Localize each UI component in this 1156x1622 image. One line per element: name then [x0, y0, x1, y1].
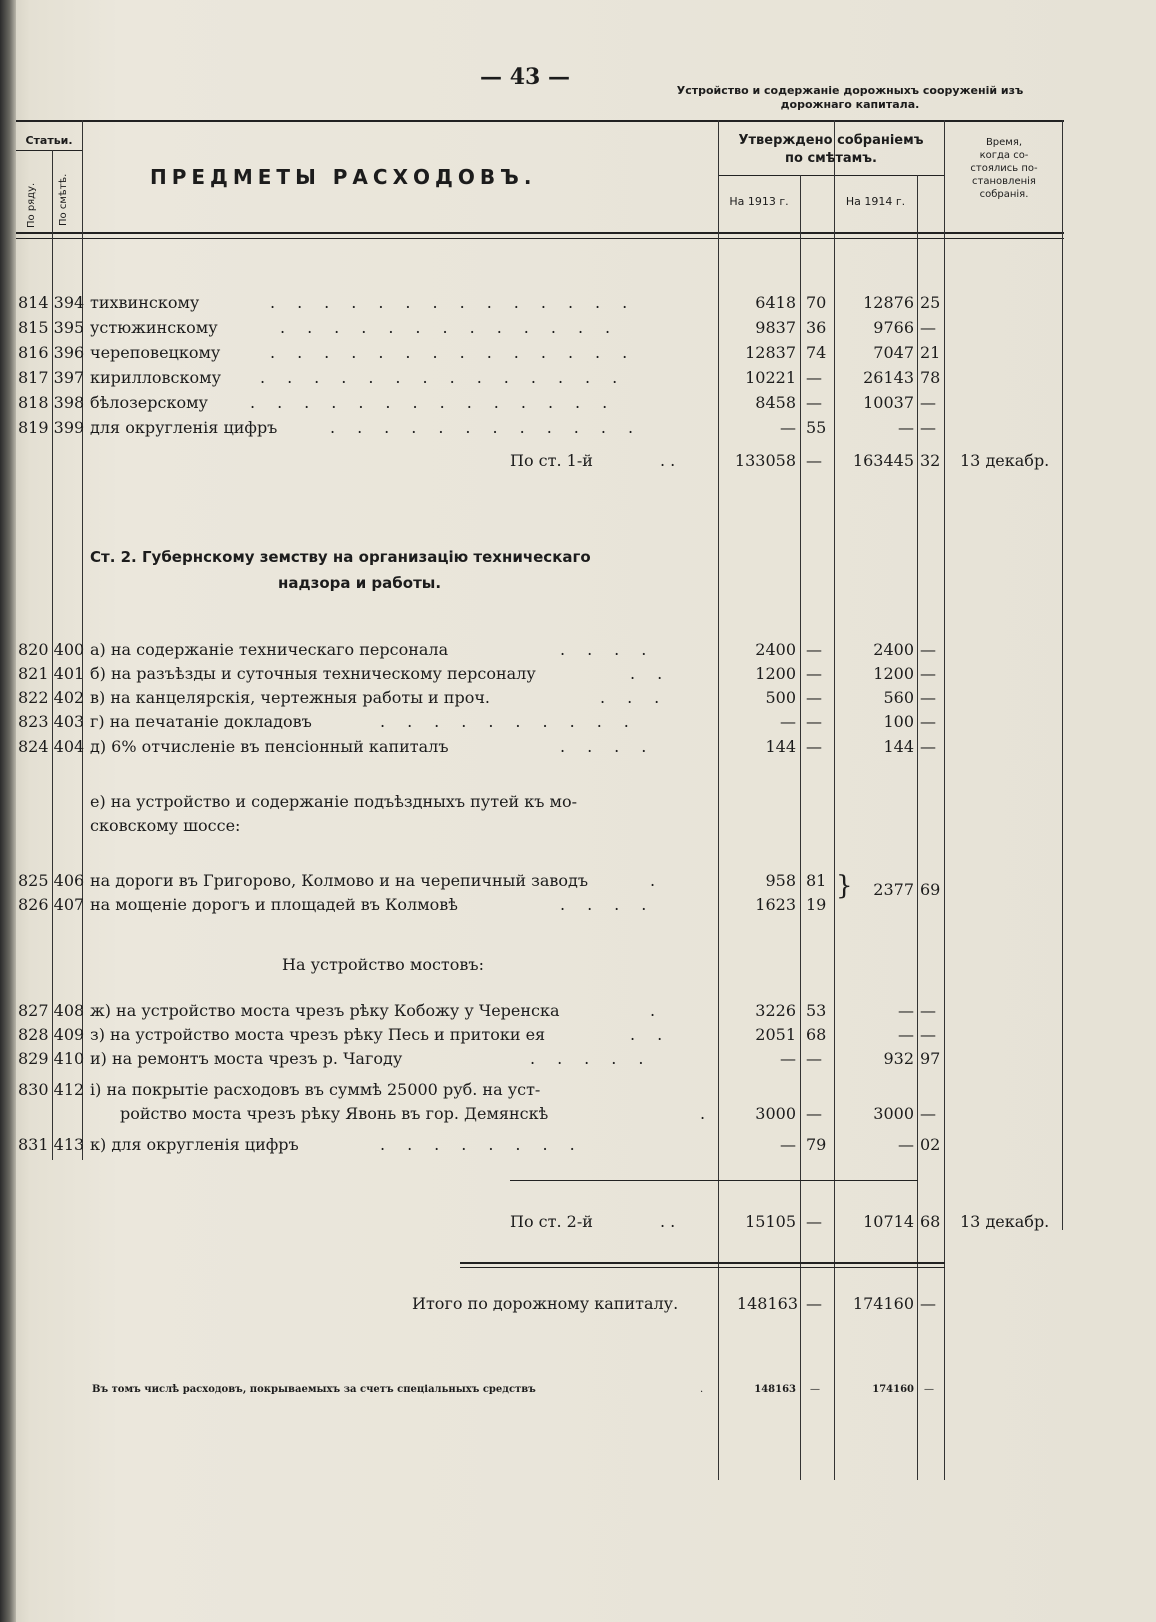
value-1913-kop: — — [806, 664, 822, 683]
row-text: устюжинскому — [90, 318, 218, 337]
row-k-1914: — — [898, 1135, 914, 1154]
value-1913-kop: — — [806, 1049, 822, 1068]
row-text: бѣлозерскому — [90, 393, 208, 412]
value-1913: 3226 — [755, 1001, 796, 1020]
value-1913-kop: — — [806, 393, 822, 412]
value-1914-kop: — — [920, 1025, 936, 1044]
value-1913: — — [780, 1049, 796, 1068]
row-k-1914-kop: 02 — [920, 1135, 941, 1154]
value-1913: 12837 — [745, 343, 796, 362]
value-1913-kop: — — [806, 688, 822, 707]
value-1914: — — [898, 1001, 914, 1020]
total-s2-1914-kop: 68 — [920, 1212, 941, 1231]
dots: . — [650, 871, 678, 890]
page-number: — 43 — — [480, 64, 570, 90]
value-1914: 100 — [883, 712, 914, 731]
grand-total-1914-kop: — — [920, 1294, 936, 1313]
row-number: 815 395 — [18, 318, 85, 337]
po-smete-label: По смѣтѣ. — [58, 173, 69, 226]
value-1913-kop: 68 — [806, 1025, 827, 1044]
row-k-text: к) для округленія цифръ — [90, 1135, 299, 1154]
row-number: 826 407 — [18, 895, 85, 914]
grand-total-label: Итого по дорожному капиталу. — [412, 1294, 679, 1313]
value-1913-kop: — — [806, 737, 822, 756]
dots: .......... — [380, 712, 651, 731]
approved-line-1: Утверждено собраніемъ — [738, 133, 924, 148]
row-number: 816 396 — [18, 343, 85, 362]
table-title: ПРЕДМЕТЫ РАСХОДОВЪ. — [150, 165, 537, 189]
row-text: б) на разъѣзды и суточныя техническому персоналу — [90, 664, 536, 683]
row-number: 831 413 — [18, 1135, 85, 1154]
value-1913-kop: 36 — [806, 318, 827, 337]
value-1914: 560 — [883, 688, 914, 707]
statyi-label: Статьи. — [25, 134, 73, 147]
value-1913: 958 — [765, 871, 796, 890]
row-i-1914-kop: — — [920, 1104, 936, 1123]
dots: .. — [630, 1025, 685, 1044]
time-line: стоялись по- — [970, 163, 1038, 174]
total-s1-label: По ст. 1-й — [510, 451, 593, 470]
dots: .... — [560, 640, 669, 659]
value-1914-kop: — — [920, 664, 936, 683]
brace: } — [836, 871, 853, 901]
col-divider — [800, 175, 801, 1480]
value-1913: 2400 — [755, 640, 796, 659]
value-1913: 1623 — [755, 895, 796, 914]
value-1913: 1200 — [755, 664, 796, 683]
row-text: д) 6% отчисленіе въ пенсіонный капиталъ — [90, 737, 449, 756]
dots: . — [700, 1384, 704, 1395]
value-1914: 26143 — [863, 368, 914, 387]
total-s1-1913-kop: — — [806, 451, 822, 470]
total-rule — [460, 1262, 945, 1264]
total-s2-1914: 10714 — [863, 1212, 914, 1231]
item-e-text-2: сковскому шоссе: — [90, 816, 241, 835]
value-1914: — — [898, 418, 914, 437]
row-number: 818 398 — [18, 393, 85, 412]
row-text: ж) на устройство моста чрезъ рѣку Кобожу у Черенска — [90, 1001, 560, 1020]
value-1913-kop: 74 — [806, 343, 827, 362]
value-1913-kop: 70 — [806, 293, 827, 312]
dots: . — [650, 1001, 678, 1020]
special-1913: 148163 — [754, 1384, 796, 1395]
item-e-text: е) на устройство и содержаніе подъѣздныхъ путей къ мо- — [90, 792, 578, 811]
value-1914: 144 — [883, 737, 914, 756]
value-1914-kop: — — [920, 318, 936, 337]
value-1913: — — [780, 712, 796, 731]
running-header — [630, 84, 1070, 112]
row-number: 819 399 — [18, 418, 85, 437]
value-1914-kop: — — [920, 688, 936, 707]
value-1914-kop: 97 — [920, 1049, 941, 1068]
dots: .... — [560, 895, 669, 914]
row-text: з) на устройство моста чрезъ рѣку Песь и притоки ея — [90, 1025, 546, 1044]
total-s2-date: 13 декабр. — [960, 1212, 1050, 1231]
value-1914-kop: — — [920, 737, 936, 756]
value-1914: 2400 — [873, 640, 914, 659]
subtotal-rule — [510, 1180, 918, 1181]
grand-total-1913-kop: — — [806, 1294, 822, 1313]
value-1914-kop: 78 — [920, 368, 941, 387]
row-number: 821 401 — [18, 664, 85, 683]
col-1914-label: На 1914 г. — [845, 195, 906, 208]
row-number: 827 408 — [18, 1001, 85, 1020]
grand-total-1914: 174160 — [852, 1294, 914, 1313]
dots: ............. — [280, 318, 633, 337]
dots: .............. — [270, 343, 650, 362]
e-total-1914-kop: 69 — [920, 880, 941, 899]
row-i-text-2: ройство моста чрезъ рѣку Явонь въ гор. Демянскѣ — [120, 1104, 549, 1123]
col-divider — [944, 120, 945, 1480]
row-number: 822 402 — [18, 688, 85, 707]
value-1914-kop: 25 — [920, 293, 941, 312]
total-s1-1913: 133058 — [734, 451, 796, 470]
section-2-title: Ст. 2. Губернскому земству на организацію техническаго — [90, 548, 591, 566]
time-line: когда со- — [979, 150, 1029, 161]
value-1913: 2051 — [755, 1025, 796, 1044]
e-total-1914: 2377 — [873, 880, 914, 899]
value-1913: 8458 — [755, 393, 796, 412]
value-1913-kop: — — [806, 368, 822, 387]
dots: ... — [600, 688, 682, 707]
row-text: на мощеніе дорогъ и площадей въ Колмовѣ — [90, 895, 458, 914]
row-text: на дороги въ Григорово, Колмово и на черепичный заводъ — [90, 871, 589, 890]
row-number: 828 409 — [18, 1025, 85, 1044]
header-bottom-rule — [16, 232, 1064, 234]
row-text: тихвинскому — [90, 293, 200, 312]
row-k-1913: — — [780, 1135, 796, 1154]
time-line: Время, — [985, 137, 1023, 148]
row-k-1913-kop: 79 — [806, 1135, 827, 1154]
row-number: 829 410 — [18, 1049, 85, 1068]
special-label: Въ томъ числѣ расходовъ, покрываемыхъ за счетъ спеціальныхъ средствъ — [92, 1384, 536, 1395]
value-1914: 10037 — [863, 393, 914, 412]
dots: .. — [630, 664, 685, 683]
value-1913-kop: 81 — [806, 871, 827, 890]
value-1914: 12876 — [863, 293, 914, 312]
value-1914-kop: — — [920, 393, 936, 412]
running-header-line: дорожнаго капитала. — [780, 98, 920, 111]
row-number: 823 403 — [18, 712, 85, 731]
time-line: собранія. — [979, 189, 1029, 200]
section-2-title-2: надзора и работы. — [278, 574, 442, 592]
table-top-rule — [16, 120, 1064, 122]
value-1914-kop: — — [920, 1001, 936, 1020]
special-1914-kop: — — [924, 1384, 934, 1395]
value-1913: 500 — [765, 688, 796, 707]
value-1913: 9837 — [755, 318, 796, 337]
dots: .............. — [270, 293, 650, 312]
total-rule-2 — [460, 1267, 945, 1268]
statyi-rule — [16, 150, 82, 151]
row-i-text: і) на покрытіе расходовъ въ суммѣ 25000 руб. на уст- — [90, 1080, 541, 1099]
grand-total-1913: 148163 — [736, 1294, 798, 1313]
row-number: 814 394 — [18, 293, 85, 312]
row-i-1913-kop: — — [806, 1104, 822, 1123]
dots: . . — [660, 451, 676, 470]
special-1914: 174160 — [872, 1384, 914, 1395]
dots: .............. — [260, 368, 640, 387]
dots: ............ — [330, 418, 656, 437]
total-s1-date: 13 декабр. — [960, 451, 1050, 470]
approved-rule — [718, 175, 944, 176]
approved-label — [718, 132, 944, 168]
row-number: 825 406 — [18, 871, 85, 890]
row-text: а) на содержаніе техническаго персонала — [90, 640, 449, 659]
dots: . . — [660, 1212, 676, 1231]
col-1913-label: На 1913 г. — [729, 195, 789, 208]
row-i-1914: 3000 — [873, 1104, 914, 1123]
approved-line-2: по смѣтамъ. — [785, 151, 877, 166]
row-number: 830 412 — [18, 1080, 85, 1099]
value-1914: 7047 — [873, 343, 914, 362]
total-s1-1914: 163445 — [852, 451, 914, 470]
value-1913-kop: — — [806, 712, 822, 731]
row-number: 824 404 — [18, 737, 85, 756]
row-text: кирилловскому — [90, 368, 221, 387]
total-s2-1913-kop: — — [806, 1212, 822, 1231]
po-ryadu-label: По ряду. — [26, 182, 37, 228]
row-text: в) на канцелярскія, чертежныя работы и проч. — [90, 688, 491, 707]
total-s1-1914-kop: 32 — [920, 451, 941, 470]
dots: .............. — [250, 393, 630, 412]
bridges-title: На устройство мостовъ: — [282, 955, 484, 974]
row-text: и) на ремонтъ моста чрезъ р. Чагоду — [90, 1049, 403, 1068]
total-s2-1913: 15105 — [745, 1212, 796, 1231]
row-number: 817 397 — [18, 368, 85, 387]
value-1913: 144 — [765, 737, 796, 756]
value-1913-kop: 53 — [806, 1001, 827, 1020]
dots: .... — [560, 737, 669, 756]
value-1913-kop: 55 — [806, 418, 827, 437]
value-1913: 6418 — [755, 293, 796, 312]
value-1913-kop: 19 — [806, 895, 827, 914]
row-text: череповецкому — [90, 343, 221, 362]
value-1914: 1200 — [873, 664, 914, 683]
value-1914: 932 — [883, 1049, 914, 1068]
row-number: 820 400 — [18, 640, 85, 659]
value-1913: 10221 — [745, 368, 796, 387]
value-1914: — — [898, 1025, 914, 1044]
value-1914: 9766 — [873, 318, 914, 337]
special-1913-kop: — — [810, 1384, 820, 1395]
time-label — [946, 136, 1062, 201]
running-header-line: Устройство и содержаніе дорожныхъ сооруженій изъ — [676, 84, 1024, 97]
time-line: становленія — [972, 176, 1036, 187]
value-1914-kop: — — [920, 712, 936, 731]
value-1913: — — [780, 418, 796, 437]
dots: ........ — [380, 1135, 597, 1154]
row-text: г) на печатаніе докладовъ — [90, 712, 312, 731]
value-1913-kop: — — [806, 640, 822, 659]
col-divider — [917, 175, 918, 1480]
header-bottom-rule-2 — [16, 238, 1064, 239]
value-1914-kop: — — [920, 640, 936, 659]
value-1914-kop: 21 — [920, 343, 941, 362]
value-1914-kop: — — [920, 418, 936, 437]
dots: ..... — [530, 1049, 666, 1068]
col-divider — [1062, 120, 1063, 1230]
row-text: для округленія цифръ — [90, 418, 278, 437]
total-s2-label: По ст. 2-й — [510, 1212, 593, 1231]
dots: . — [700, 1104, 706, 1123]
row-i-1913: 3000 — [755, 1104, 796, 1123]
book-spine — [0, 0, 16, 1622]
